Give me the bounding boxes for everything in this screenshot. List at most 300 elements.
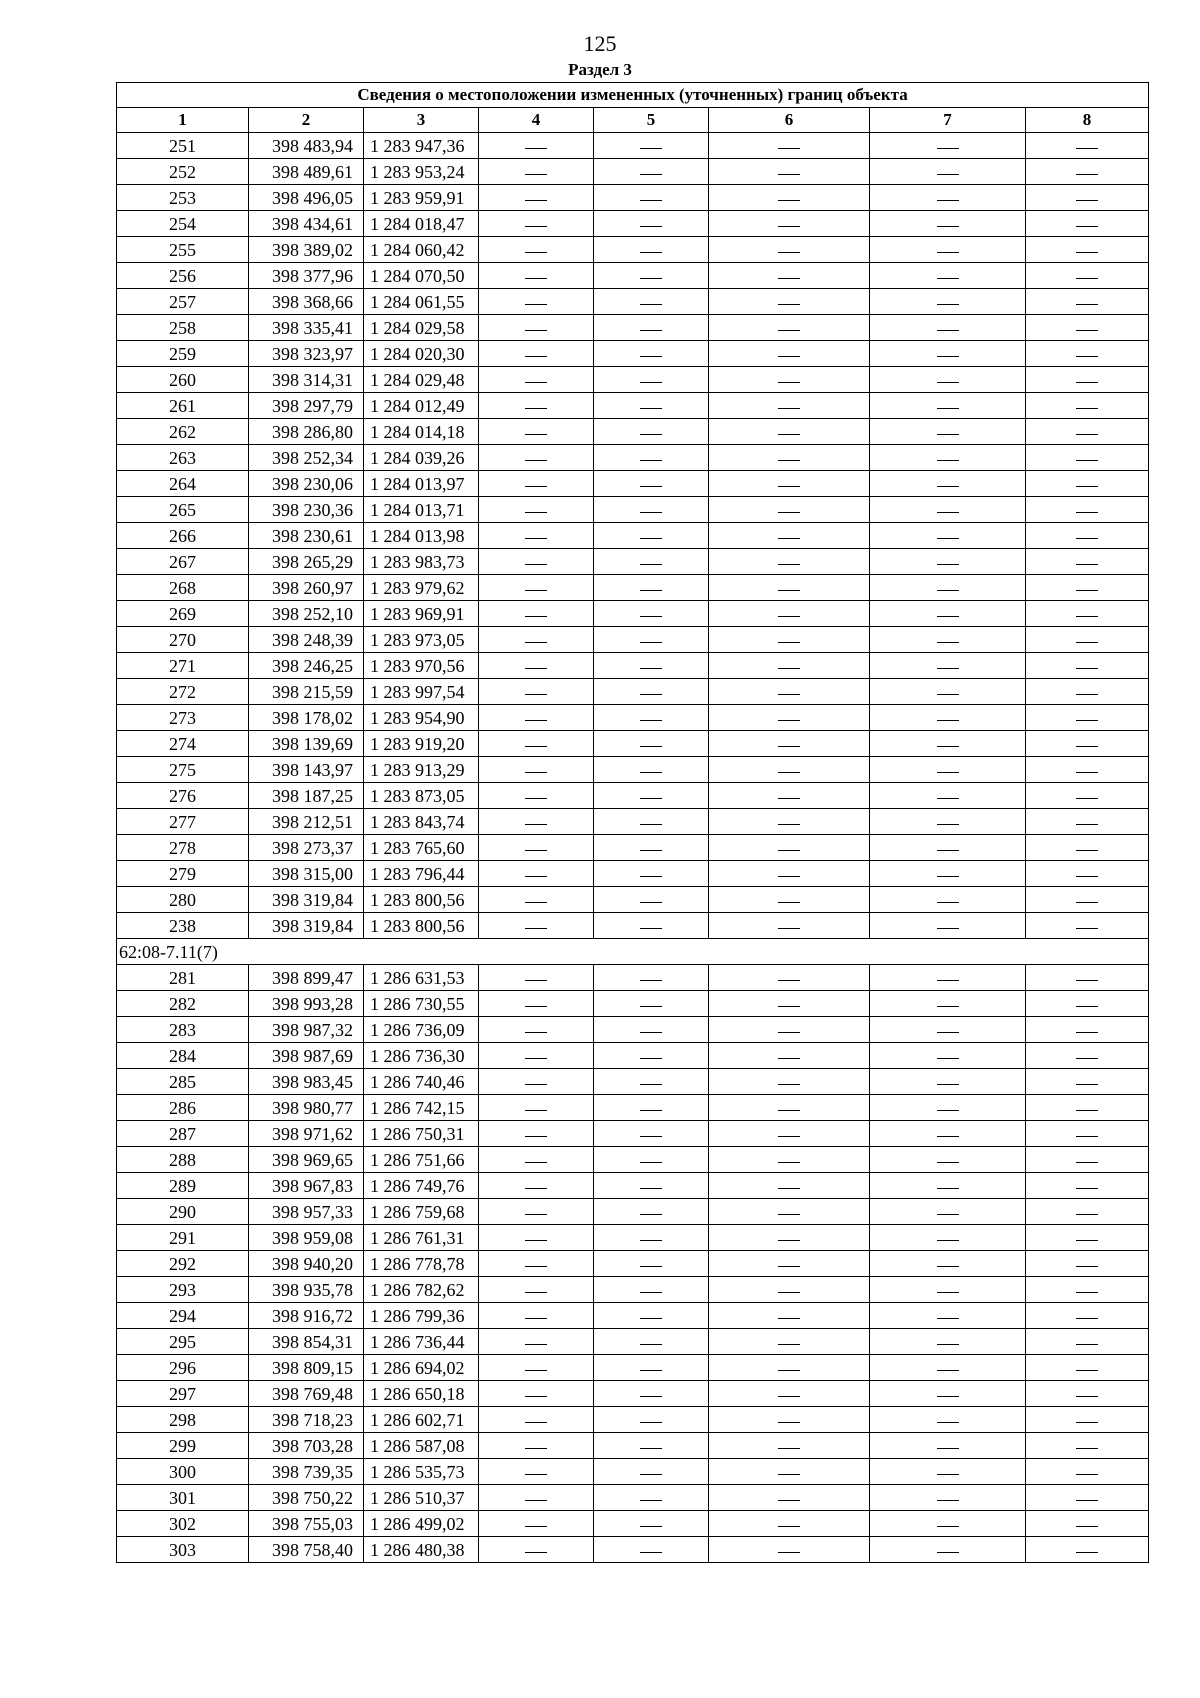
- coordinate-y-cell: 1 283 969,91: [364, 601, 479, 627]
- empty-value-cell: [479, 1121, 594, 1147]
- dash-mark: [778, 1396, 800, 1397]
- empty-value-cell: [709, 159, 870, 185]
- coordinate-y-cell: 1 284 060,42: [364, 237, 479, 263]
- dash-mark: [525, 824, 547, 825]
- coordinate-y-cell: 1 286 778,78: [364, 1251, 479, 1277]
- dash-mark: [937, 1552, 959, 1553]
- point-number-cell: 254: [117, 211, 249, 237]
- empty-value-cell: [479, 419, 594, 445]
- point-number-cell: 253: [117, 185, 249, 211]
- point-number-cell: 258: [117, 315, 249, 341]
- coordinate-y-cell: 1 286 749,76: [364, 1173, 479, 1199]
- empty-value-cell: [709, 1537, 870, 1563]
- empty-value-cell: [870, 523, 1026, 549]
- empty-value-cell: [1026, 627, 1149, 653]
- empty-value-cell: [1026, 1485, 1149, 1511]
- dash-mark: [640, 1084, 662, 1085]
- empty-value-cell: [594, 1355, 709, 1381]
- empty-value-cell: [709, 913, 870, 939]
- empty-value-cell: [870, 237, 1026, 263]
- coordinate-y-cell: 1 284 013,97: [364, 471, 479, 497]
- dash-mark: [525, 642, 547, 643]
- column-number-row: [117, 108, 1149, 133]
- coordinate-y-cell: 1 286 480,38: [364, 1537, 479, 1563]
- empty-value-cell: [594, 1121, 709, 1147]
- coordinate-y-cell: 1 284 070,50: [364, 263, 479, 289]
- table-row: [117, 237, 1149, 263]
- empty-value-cell: [870, 471, 1026, 497]
- dash-mark: [937, 1240, 959, 1241]
- column-number-header: 5: [594, 108, 709, 133]
- coordinate-x-cell: 398 319,84: [249, 913, 364, 939]
- coordinate-x-cell: 398 969,65: [249, 1147, 364, 1173]
- table-row: [117, 1355, 1149, 1381]
- empty-value-cell: [870, 1095, 1026, 1121]
- empty-value-cell: [594, 549, 709, 575]
- dash-mark: [640, 720, 662, 721]
- coordinate-y-cell: 1 286 694,02: [364, 1355, 479, 1381]
- dash-mark: [1076, 1188, 1098, 1189]
- empty-value-cell: [479, 1459, 594, 1485]
- coordinate-x-cell: 398 980,77: [249, 1095, 364, 1121]
- dash-mark: [937, 356, 959, 357]
- dash-mark: [1076, 1396, 1098, 1397]
- table-row: [117, 1095, 1149, 1121]
- coordinate-y-cell: 1 283 913,29: [364, 757, 479, 783]
- point-number-cell: 261: [117, 393, 249, 419]
- coordinate-x-cell: 398 434,61: [249, 211, 364, 237]
- empty-value-cell: [594, 159, 709, 185]
- point-number-cell: 264: [117, 471, 249, 497]
- coordinate-x-cell: 398 987,32: [249, 1017, 364, 1043]
- empty-value-cell: [1026, 523, 1149, 549]
- empty-value-cell: [479, 887, 594, 913]
- empty-value-cell: [709, 679, 870, 705]
- dash-mark: [937, 772, 959, 773]
- dash-mark: [640, 1500, 662, 1501]
- empty-value-cell: [1026, 1537, 1149, 1563]
- empty-value-cell: [1026, 419, 1149, 445]
- empty-value-cell: [594, 601, 709, 627]
- empty-value-cell: [709, 367, 870, 393]
- empty-value-cell: [594, 211, 709, 237]
- empty-value-cell: [709, 1225, 870, 1251]
- dash-mark: [778, 668, 800, 669]
- empty-value-cell: [594, 445, 709, 471]
- empty-value-cell: [479, 1511, 594, 1537]
- empty-value-cell: [1026, 133, 1149, 159]
- empty-value-cell: [709, 1069, 870, 1095]
- dash-mark: [525, 1344, 547, 1345]
- empty-value-cell: [1026, 1147, 1149, 1173]
- dash-mark: [778, 330, 800, 331]
- empty-value-cell: [709, 601, 870, 627]
- coordinate-y-cell: 1 284 012,49: [364, 393, 479, 419]
- empty-value-cell: [479, 861, 594, 887]
- coordinate-y-cell: 1 284 029,58: [364, 315, 479, 341]
- dash-mark: [1076, 1084, 1098, 1085]
- empty-value-cell: [1026, 861, 1149, 887]
- dash-mark: [937, 1084, 959, 1085]
- dash-mark: [525, 1240, 547, 1241]
- empty-value-cell: [870, 575, 1026, 601]
- coordinate-x-cell: 398 335,41: [249, 315, 364, 341]
- dash-mark: [525, 1266, 547, 1267]
- dash-mark: [1076, 200, 1098, 201]
- dash-mark: [937, 278, 959, 279]
- empty-value-cell: [709, 1121, 870, 1147]
- dash-mark: [778, 642, 800, 643]
- dash-mark: [1076, 1032, 1098, 1033]
- dash-mark: [937, 486, 959, 487]
- dash-mark: [1076, 512, 1098, 513]
- coordinate-y-cell: 1 284 029,48: [364, 367, 479, 393]
- table-row: [117, 1017, 1149, 1043]
- dash-mark: [640, 512, 662, 513]
- coordinate-y-cell: 1 283 800,56: [364, 887, 479, 913]
- coordinate-x-cell: 398 265,29: [249, 549, 364, 575]
- empty-value-cell: [594, 1043, 709, 1069]
- dash-mark: [640, 616, 662, 617]
- dash-mark: [525, 1032, 547, 1033]
- dash-mark: [778, 1110, 800, 1111]
- dash-mark: [640, 1214, 662, 1215]
- empty-value-cell: [479, 601, 594, 627]
- coordinate-y-cell: 1 286 740,46: [364, 1069, 479, 1095]
- coordinate-y-cell: 1 284 013,98: [364, 523, 479, 549]
- coordinate-x-cell: 398 246,25: [249, 653, 364, 679]
- dash-mark: [778, 694, 800, 695]
- dash-mark: [525, 356, 547, 357]
- table-row: [117, 1433, 1149, 1459]
- dash-mark: [1076, 174, 1098, 175]
- point-number-cell: 266: [117, 523, 249, 549]
- empty-value-cell: [594, 419, 709, 445]
- dash-mark: [640, 564, 662, 565]
- dash-mark: [525, 1188, 547, 1189]
- dash-mark: [937, 226, 959, 227]
- empty-value-cell: [1026, 809, 1149, 835]
- empty-value-cell: [594, 133, 709, 159]
- empty-value-cell: [1026, 575, 1149, 601]
- dash-mark: [1076, 668, 1098, 669]
- dash-mark: [640, 850, 662, 851]
- empty-value-cell: [594, 497, 709, 523]
- boundary-coordinates-table: [116, 82, 1149, 1563]
- coordinate-y-cell: 1 286 782,62: [364, 1277, 479, 1303]
- empty-value-cell: [1026, 1225, 1149, 1251]
- coordinate-x-cell: 398 315,00: [249, 861, 364, 887]
- point-number-cell: 299: [117, 1433, 249, 1459]
- point-number-cell: 238: [117, 913, 249, 939]
- empty-value-cell: [709, 1017, 870, 1043]
- empty-value-cell: [709, 1407, 870, 1433]
- coordinate-y-cell: 1 283 959,91: [364, 185, 479, 211]
- dash-mark: [525, 902, 547, 903]
- dash-mark: [1076, 1370, 1098, 1371]
- dash-mark: [778, 746, 800, 747]
- dash-mark: [525, 174, 547, 175]
- coordinate-x-cell: 398 368,66: [249, 289, 364, 315]
- dash-mark: [1076, 746, 1098, 747]
- empty-value-cell: [1026, 263, 1149, 289]
- point-number-cell: 290: [117, 1199, 249, 1225]
- table-row: [117, 1511, 1149, 1537]
- point-number-cell: 300: [117, 1459, 249, 1485]
- column-number-header: 2: [249, 108, 364, 133]
- empty-value-cell: [479, 159, 594, 185]
- empty-value-cell: [709, 653, 870, 679]
- table-row: [117, 1407, 1149, 1433]
- empty-value-cell: [709, 341, 870, 367]
- dash-mark: [1076, 772, 1098, 773]
- dash-mark: [937, 850, 959, 851]
- coordinate-y-cell: 1 283 983,73: [364, 549, 479, 575]
- point-number-cell: 262: [117, 419, 249, 445]
- table-row: [117, 861, 1149, 887]
- dash-mark: [937, 1292, 959, 1293]
- table-row: [117, 1199, 1149, 1225]
- dash-mark: [1076, 304, 1098, 305]
- empty-value-cell: [870, 783, 1026, 809]
- empty-value-cell: [479, 757, 594, 783]
- empty-value-cell: [1026, 1173, 1149, 1199]
- dash-mark: [640, 1318, 662, 1319]
- dash-mark: [525, 1552, 547, 1553]
- empty-value-cell: [594, 653, 709, 679]
- empty-value-cell: [479, 549, 594, 575]
- table-row: [117, 419, 1149, 445]
- empty-value-cell: [479, 471, 594, 497]
- coordinate-x-cell: 398 230,61: [249, 523, 364, 549]
- dash-mark: [778, 1084, 800, 1085]
- dash-mark: [640, 226, 662, 227]
- empty-value-cell: [479, 133, 594, 159]
- empty-value-cell: [479, 1303, 594, 1329]
- dash-mark: [1076, 876, 1098, 877]
- point-number-cell: 293: [117, 1277, 249, 1303]
- dash-mark: [778, 1500, 800, 1501]
- empty-value-cell: [594, 1381, 709, 1407]
- coordinate-y-cell: 1 284 018,47: [364, 211, 479, 237]
- empty-value-cell: [709, 575, 870, 601]
- empty-value-cell: [479, 1147, 594, 1173]
- empty-value-cell: [479, 523, 594, 549]
- dash-mark: [640, 590, 662, 591]
- coordinate-x-cell: 398 389,02: [249, 237, 364, 263]
- coordinate-x-cell: 398 248,39: [249, 627, 364, 653]
- empty-value-cell: [1026, 1043, 1149, 1069]
- empty-value-cell: [1026, 601, 1149, 627]
- table-row: [117, 1121, 1149, 1147]
- dash-mark: [778, 174, 800, 175]
- empty-value-cell: [870, 1225, 1026, 1251]
- empty-value-cell: [870, 1329, 1026, 1355]
- dash-mark: [525, 1110, 547, 1111]
- table-row: [117, 1537, 1149, 1563]
- coordinate-y-cell: 1 286 751,66: [364, 1147, 479, 1173]
- empty-value-cell: [479, 1355, 594, 1381]
- empty-value-cell: [709, 1043, 870, 1069]
- dash-mark: [937, 1032, 959, 1033]
- dash-mark: [525, 720, 547, 721]
- empty-value-cell: [709, 809, 870, 835]
- coordinate-x-cell: 398 215,59: [249, 679, 364, 705]
- dash-mark: [1076, 1344, 1098, 1345]
- dash-mark: [778, 590, 800, 591]
- dash-mark: [778, 356, 800, 357]
- coordinate-x-cell: 398 940,20: [249, 1251, 364, 1277]
- empty-value-cell: [709, 263, 870, 289]
- dash-mark: [1076, 148, 1098, 149]
- empty-value-cell: [870, 1355, 1026, 1381]
- dash-mark: [937, 460, 959, 461]
- point-number-cell: 279: [117, 861, 249, 887]
- empty-value-cell: [479, 679, 594, 705]
- dash-mark: [937, 1526, 959, 1527]
- empty-value-cell: [870, 1407, 1026, 1433]
- dash-mark: [778, 564, 800, 565]
- empty-value-cell: [594, 809, 709, 835]
- empty-value-cell: [1026, 315, 1149, 341]
- dash-mark: [1076, 1006, 1098, 1007]
- table-row: [117, 471, 1149, 497]
- empty-value-cell: [594, 1277, 709, 1303]
- empty-value-cell: [1026, 1407, 1149, 1433]
- page-number: 125: [583, 31, 617, 56]
- dash-mark: [640, 200, 662, 201]
- table-row: [117, 965, 1149, 991]
- coordinate-x-cell: 398 983,45: [249, 1069, 364, 1095]
- dash-mark: [525, 876, 547, 877]
- empty-value-cell: [709, 1303, 870, 1329]
- coordinate-y-cell: 1 283 947,36: [364, 133, 479, 159]
- empty-value-cell: [1026, 1511, 1149, 1537]
- dash-mark: [937, 200, 959, 201]
- empty-value-cell: [709, 705, 870, 731]
- empty-value-cell: [870, 1017, 1026, 1043]
- empty-value-cell: [594, 1251, 709, 1277]
- coordinate-x-cell: 398 967,83: [249, 1173, 364, 1199]
- dash-mark: [525, 928, 547, 929]
- coordinate-x-cell: 398 286,80: [249, 419, 364, 445]
- dash-mark: [937, 902, 959, 903]
- empty-value-cell: [709, 1433, 870, 1459]
- empty-value-cell: [870, 1511, 1026, 1537]
- empty-value-cell: [594, 237, 709, 263]
- dash-mark: [1076, 356, 1098, 357]
- dash-mark: [778, 720, 800, 721]
- empty-value-cell: [1026, 237, 1149, 263]
- empty-value-cell: [1026, 1459, 1149, 1485]
- dash-mark: [778, 1422, 800, 1423]
- point-number-cell: 284: [117, 1043, 249, 1069]
- dash-mark: [778, 1526, 800, 1527]
- dash-mark: [640, 1032, 662, 1033]
- empty-value-cell: [870, 861, 1026, 887]
- empty-value-cell: [870, 1121, 1026, 1147]
- dash-mark: [937, 1188, 959, 1189]
- dash-mark: [937, 1058, 959, 1059]
- empty-value-cell: [870, 835, 1026, 861]
- dash-mark: [937, 330, 959, 331]
- table-row: [117, 393, 1149, 419]
- table-row: [117, 1147, 1149, 1173]
- empty-value-cell: [479, 1251, 594, 1277]
- empty-value-cell: [479, 237, 594, 263]
- empty-value-cell: [594, 913, 709, 939]
- empty-value-cell: [594, 1485, 709, 1511]
- table-row: [117, 601, 1149, 627]
- coordinate-y-cell: 1 284 013,71: [364, 497, 479, 523]
- point-number-cell: 280: [117, 887, 249, 913]
- dash-mark: [525, 1058, 547, 1059]
- empty-value-cell: [1026, 757, 1149, 783]
- empty-value-cell: [1026, 653, 1149, 679]
- dash-mark: [525, 252, 547, 253]
- table-row: [117, 835, 1149, 861]
- dash-mark: [937, 928, 959, 929]
- table-row: [117, 367, 1149, 393]
- dash-mark: [640, 1552, 662, 1553]
- dash-mark: [525, 772, 547, 773]
- point-number-cell: 265: [117, 497, 249, 523]
- coordinate-x-cell: 398 139,69: [249, 731, 364, 757]
- empty-value-cell: [709, 393, 870, 419]
- empty-value-cell: [479, 263, 594, 289]
- empty-value-cell: [709, 289, 870, 315]
- dash-mark: [525, 1006, 547, 1007]
- point-number-cell: 271: [117, 653, 249, 679]
- dash-mark: [1076, 564, 1098, 565]
- dash-mark: [1076, 1162, 1098, 1163]
- empty-value-cell: [709, 1355, 870, 1381]
- empty-value-cell: [594, 835, 709, 861]
- point-number-cell: 302: [117, 1511, 249, 1537]
- empty-value-cell: [870, 1381, 1026, 1407]
- dash-mark: [640, 1526, 662, 1527]
- dash-mark: [640, 798, 662, 799]
- dash-mark: [778, 1448, 800, 1449]
- empty-value-cell: [594, 1407, 709, 1433]
- empty-value-cell: [870, 653, 1026, 679]
- table-body: [117, 133, 1149, 1563]
- dash-mark: [525, 1318, 547, 1319]
- dash-mark: [640, 434, 662, 435]
- dash-mark: [1076, 538, 1098, 539]
- dash-mark: [640, 1344, 662, 1345]
- dash-mark: [778, 1188, 800, 1189]
- empty-value-cell: [709, 783, 870, 809]
- dash-mark: [1076, 1448, 1098, 1449]
- coordinate-x-cell: 398 323,97: [249, 341, 364, 367]
- table-row: [117, 1329, 1149, 1355]
- dash-mark: [778, 1032, 800, 1033]
- empty-value-cell: [479, 731, 594, 757]
- dash-mark: [937, 1110, 959, 1111]
- dash-mark: [525, 1136, 547, 1137]
- point-number-cell: 268: [117, 575, 249, 601]
- empty-value-cell: [479, 705, 594, 731]
- dash-mark: [778, 538, 800, 539]
- empty-value-cell: [594, 627, 709, 653]
- empty-value-cell: [1026, 835, 1149, 861]
- coordinate-x-cell: 398 854,31: [249, 1329, 364, 1355]
- point-number-cell: 292: [117, 1251, 249, 1277]
- empty-value-cell: [594, 1173, 709, 1199]
- dash-mark: [640, 1474, 662, 1475]
- dash-mark: [1076, 1240, 1098, 1241]
